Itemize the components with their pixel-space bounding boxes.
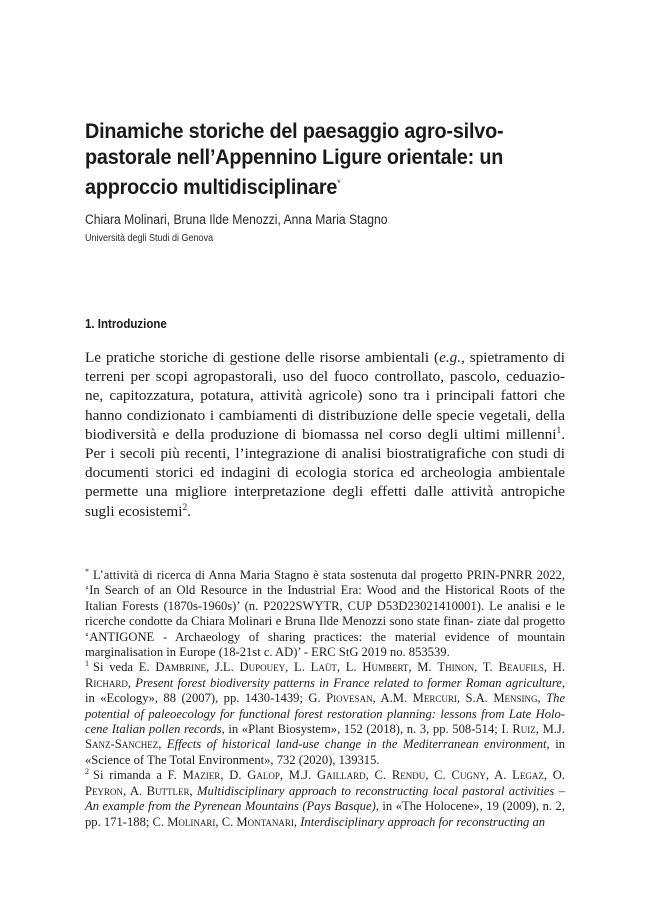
footnote-text: Si veda E. bbox=[93, 660, 156, 675]
footnote-text: , A. bbox=[123, 783, 147, 798]
paragraph-text: . Per i secoli più recenti, l’integrazione di analisi biostratigrafiche con studi di documenti storici ed indagini di ecologia storica ed archeologia ambientale permette una migliore interpretazione degli effetti dalle attività antropiche sugli ecosistemi bbox=[85, 425, 565, 520]
footnote-text: , L. bbox=[336, 660, 363, 675]
author-name: Gaillard bbox=[316, 768, 366, 783]
footnote-text: , C. bbox=[215, 814, 237, 829]
work-title: Present forest biodiversity patterns in France related to former Roman agriculture bbox=[135, 675, 562, 690]
footnote-text: , C. bbox=[425, 768, 452, 783]
author-name: Mensing bbox=[493, 691, 538, 706]
footnote-mark: * bbox=[85, 566, 89, 576]
footnote-mark: 2 bbox=[85, 767, 89, 777]
author-name: Buttler bbox=[146, 783, 190, 798]
footnotes bbox=[85, 568, 565, 830]
author-name: Laüt bbox=[310, 660, 337, 675]
footnote-text: , in «Ecology», 88 (2007), pp. 1430-1439; G. bbox=[85, 675, 566, 706]
author-name: Rendu bbox=[391, 768, 426, 783]
author-name: Mazier bbox=[182, 768, 221, 783]
section-heading: 1. Introduzione bbox=[85, 317, 167, 331]
author-name: Mercuri bbox=[412, 691, 457, 706]
footnote-text: , A. bbox=[485, 768, 513, 783]
footnote-text: , in «The Holocene», 19 (2009), n. 2, pp. 171-188; C. bbox=[85, 799, 565, 829]
article-title-text: Dinamiche storiche del paesaggio agro-silvo-pastorale nell’Appennino Ligure orientale: un approccio multidisciplinare bbox=[85, 119, 504, 200]
work-title: Multidisciplinary approach to reconstructing local pastoral activities – An example from the Pyrenean Mountains (Pays Basque) bbox=[85, 783, 565, 814]
author-name: Molinari bbox=[167, 814, 216, 829]
footnote-text: , J.L. bbox=[205, 660, 240, 675]
work-title: Effects of historical land-use change in the Mediterranean environment bbox=[166, 737, 547, 752]
author-name: Beaufils bbox=[498, 660, 544, 675]
author-name: Richard bbox=[85, 675, 128, 690]
footnote-text: , bbox=[127, 675, 136, 690]
footnote-ref[interactable]: 1 bbox=[556, 425, 562, 436]
footnote-text: , L. bbox=[285, 660, 311, 675]
intro-paragraph bbox=[85, 348, 565, 521]
author-name: Sanz-Sanchez bbox=[85, 737, 159, 752]
author-name: Cugny bbox=[451, 768, 486, 783]
author-name: Piovesan bbox=[326, 691, 373, 706]
footnote-2 bbox=[85, 768, 565, 830]
footnote-text: Si rimanda a F. bbox=[93, 768, 183, 783]
footnote-text: , D. bbox=[220, 768, 248, 783]
footnote-text: , O. bbox=[543, 768, 565, 783]
author-name: Thinon bbox=[437, 660, 475, 675]
paragraph-text: , spietramento di terreni per scopi agropastorali, uso del fuoco controllato, pascolo, ceduazio- ne, capitozzatura, potatura, attività agricole) sono tra i principali fattori che hanno condizionato i cambiamenti di distribuzione delle specie vegetali, della biodiversità e della produzione di biomassa nel corso degli ultimi millenni bbox=[85, 349, 565, 443]
footnote-ref[interactable]: 2 bbox=[182, 502, 188, 513]
footnote-text: , A.M. bbox=[372, 691, 413, 706]
footnote-text: , bbox=[158, 737, 167, 752]
footnote-text: , T. bbox=[474, 660, 499, 675]
footnote-text: , H. bbox=[543, 660, 565, 675]
paragraph-text: Le pratiche storiche di gestione delle risorse ambientali ( bbox=[85, 349, 440, 366]
footnote-1 bbox=[85, 660, 565, 768]
author-name: Montanari bbox=[236, 814, 294, 829]
author-name: Humbert bbox=[362, 660, 409, 675]
footnote-text: , M.J. bbox=[279, 768, 317, 783]
footnote-mark: 1 bbox=[85, 659, 89, 669]
author-list: Chiara Molinari, Bruna Ilde Menozzi, Anna Maria Stagno bbox=[85, 212, 388, 227]
article-title bbox=[85, 118, 536, 200]
affiliation: Università degli Studi di Genova bbox=[85, 233, 214, 244]
footnote-text: , C. bbox=[365, 768, 392, 783]
work-title: The potential of paleoecology for functional forest restoration planning: lessons from Late Holo- cene Italian pollen records bbox=[85, 691, 566, 737]
author-name: Peyron bbox=[85, 783, 124, 798]
author-name: Galop bbox=[247, 768, 280, 783]
author-name: Dupouey bbox=[239, 660, 286, 675]
author-name: Legaz bbox=[512, 768, 544, 783]
paragraph-eg: e.g. bbox=[439, 349, 462, 366]
footnote-text: , in «Plant Biosystem», 152 (2018), n. 3, pp. 508-514; I. bbox=[221, 722, 513, 737]
footnote-text: L’attività di ricerca di Anna Maria Stagno è stata sostenuta dal progetto PRIN-PNRR 2022, ‘In Search of an Old Resource in the Industrial Era: Wood and the Historical Roots of the Italian Forests (1870s-1960s)’ (n. P2022SWYTR, CUP D53D23021410001). Le analisi e le ricerche condotte da Chiara Molinari e Bruna Ilde Menozzi sono state finan- ziate dal progetto ‘ANTIGONE - Archaeology of sharing practices: the material evidence of mountain marginalisation in Europe (18-21st c. AD)’ - ERC StG 2019 no. 853539. bbox=[85, 568, 565, 660]
title-footnote-mark: * bbox=[337, 178, 341, 188]
footnote-text: , bbox=[537, 691, 547, 706]
paragraph-text: . bbox=[187, 502, 191, 520]
author-name: Dambrine bbox=[155, 660, 206, 675]
author-name: Ruiz bbox=[512, 722, 536, 737]
footnote-text: , S.A. bbox=[456, 691, 494, 706]
footnote-star bbox=[85, 568, 565, 660]
footnote-text: , bbox=[189, 783, 198, 798]
footnote-text: , in «Science of The Total Environment», 732 (2020), 139315. bbox=[85, 737, 566, 767]
footnote-text: , M.J. bbox=[535, 722, 565, 737]
footnote-text: , bbox=[293, 814, 301, 829]
work-title: Interdisciplinary approach for reconstructing an bbox=[300, 814, 546, 829]
footnote-text: , M. bbox=[408, 660, 438, 675]
